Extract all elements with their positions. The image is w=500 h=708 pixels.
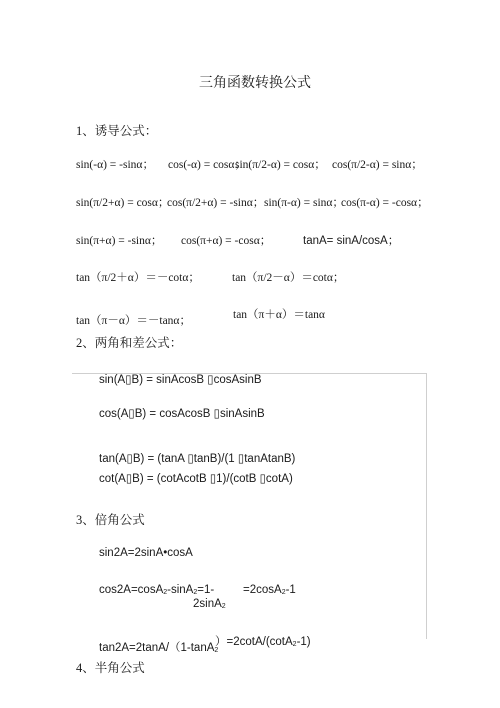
formula: sin(π+α) = -sinα； bbox=[76, 235, 163, 247]
formula: tan（π/2＋α）＝－cotα； bbox=[76, 272, 200, 284]
formula bbox=[193, 598, 226, 610]
section-heading-sum-difference: 2、两角和差公式： bbox=[76, 336, 183, 350]
formula: sin(-α) = -sinα； bbox=[76, 159, 154, 171]
page-title: 三角函数转换公式 bbox=[199, 76, 311, 91]
formula: tan（π/2－α）＝cotα； bbox=[232, 272, 345, 284]
formula: cos(π-α) = -cosα； bbox=[341, 197, 429, 209]
formula: cos(A▯B) = cosAcosB ▯sinAsinB bbox=[99, 408, 265, 420]
formula-part: 2sinA bbox=[193, 598, 222, 610]
section-heading-half-angle: 4、半角公式 bbox=[76, 661, 145, 675]
formula: sin(A▯B) = sinAcosB ▯cosAsinB bbox=[99, 374, 262, 386]
formula: tan（π－α）＝－tanα； bbox=[76, 315, 191, 327]
formula: sin2A=2sinA•cosA bbox=[99, 547, 193, 559]
subscript: 2 bbox=[214, 647, 219, 654]
section-heading-induction: 1、诱导公式： bbox=[76, 124, 158, 138]
formula-part: =2cosA bbox=[243, 584, 282, 596]
formula: cos(π/2-α) = sinα； bbox=[332, 159, 423, 171]
formula bbox=[99, 584, 214, 596]
formula-part: tan2A=2tanA/（1-tanA bbox=[99, 642, 215, 654]
subscript: 2 bbox=[221, 603, 226, 610]
formula-part: -1 bbox=[285, 584, 296, 596]
formula-part: -1) bbox=[296, 636, 311, 648]
formula: cos(π/2+α) = -sinα； bbox=[167, 197, 265, 209]
formula-part: ） bbox=[215, 636, 227, 648]
subscript: 2 bbox=[281, 589, 286, 596]
subscript: 2 bbox=[163, 589, 168, 596]
formula: cos(π+α) = -cosα； bbox=[181, 235, 272, 247]
subscript: 2 bbox=[292, 641, 297, 648]
formula: sin(π/2+α) = cosα； bbox=[76, 197, 170, 209]
formula-part: cos2A=cosA bbox=[99, 584, 164, 596]
formula: cos(-α) = cosα； bbox=[168, 159, 246, 171]
formula bbox=[215, 633, 311, 649]
formula-part: =2cotA/(cotA bbox=[226, 636, 293, 648]
formula: sin(π/2-α) = cosα； bbox=[235, 159, 326, 171]
formula: tan(A▯B) = (tanA ▯tanB)/(1 ▯tanAtanB) bbox=[99, 453, 296, 465]
formula: cot(A▯B) = (cotAcotB ▯1)/(cotB ▯cotA) bbox=[99, 473, 293, 485]
formula bbox=[99, 639, 218, 655]
formula: sin(π-α) = sinα； bbox=[264, 197, 344, 209]
formula-part: =1- bbox=[197, 584, 215, 596]
formula bbox=[243, 584, 296, 596]
formula: tan（π＋α）＝tanα bbox=[233, 309, 325, 321]
formula: tanA= sinA/cosA； bbox=[303, 235, 400, 247]
section-heading-double-angle: 3、倍角公式 bbox=[76, 513, 145, 527]
formula-part: -sinA bbox=[167, 584, 194, 596]
subscript: 2 bbox=[193, 589, 198, 596]
